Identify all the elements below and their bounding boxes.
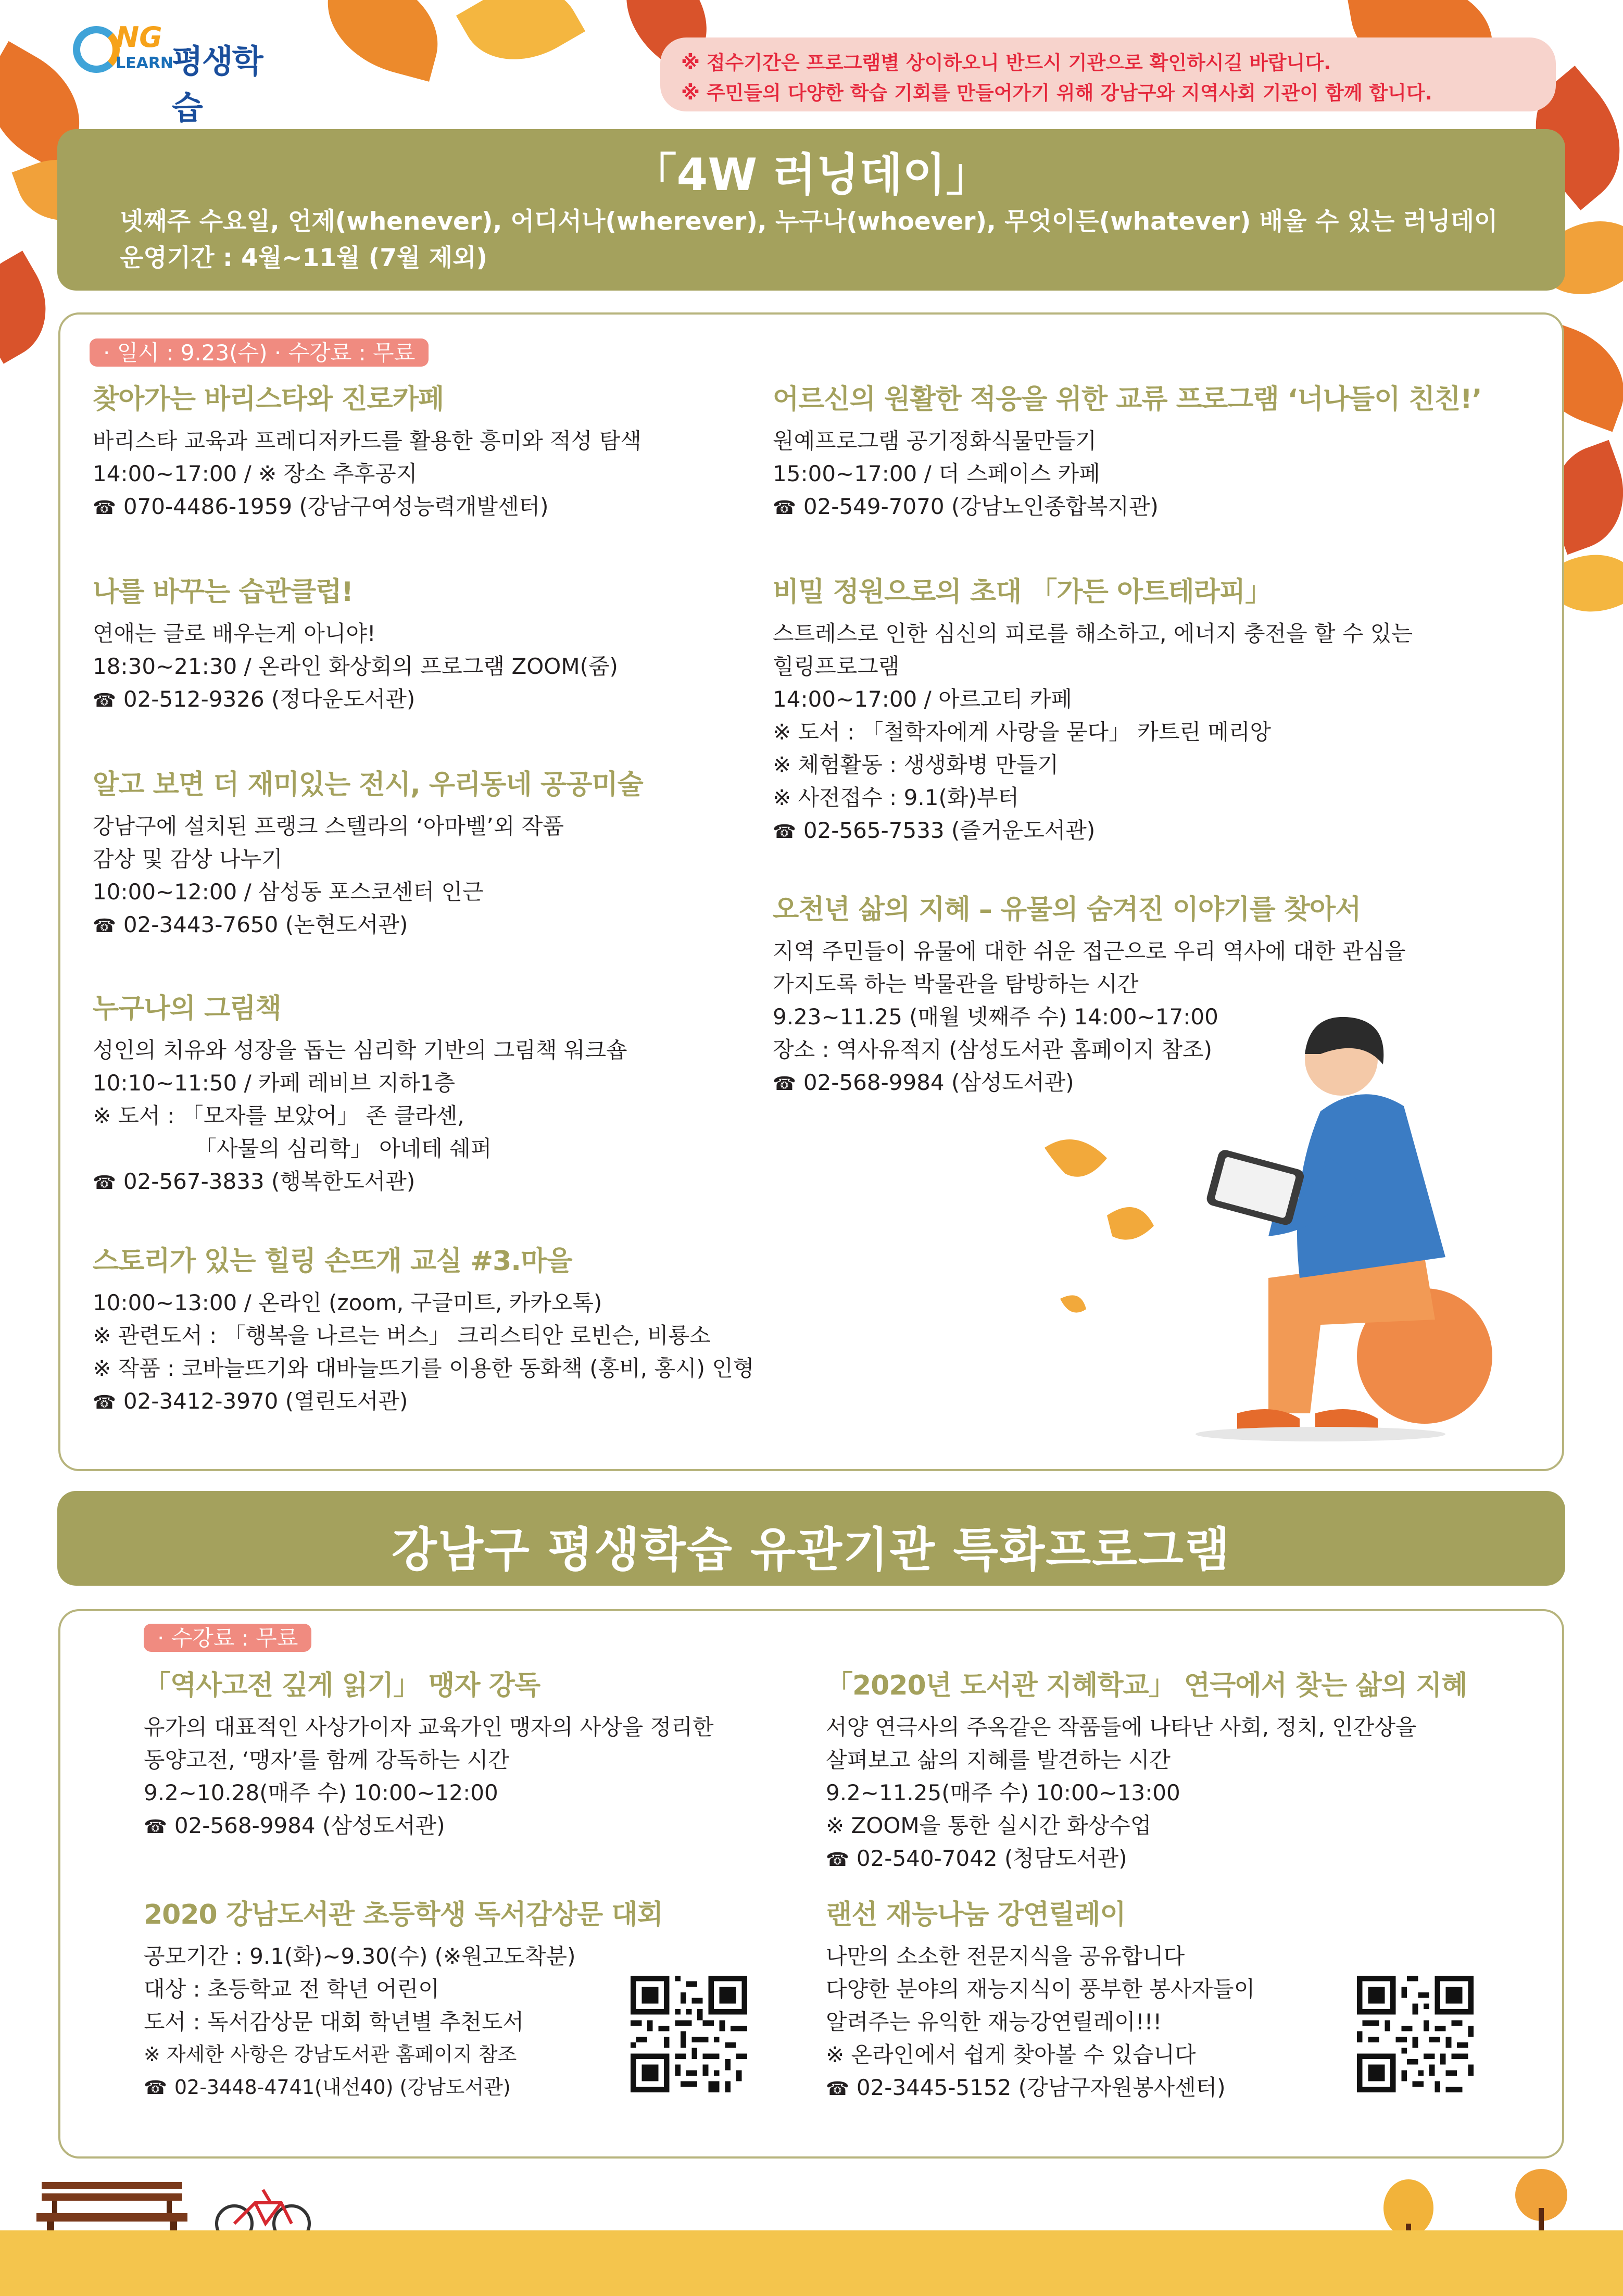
banner-title: 「4W 러닝데이」 [632,149,991,201]
program-item [93,1239,754,1419]
program-line: 14:00~17:00 / 아르고티 카페 [773,686,1072,712]
program-line: 알려주는 유익한 재능강연릴레이!!! [826,2009,1162,2035]
program-line: 스트레스로 인한 심신의 피로를 해소하고, 에너지 충전을 할 수 있는 [773,621,1413,646]
fee-pill: · 수강료 : 무료 [144,1624,311,1652]
program-line: 성인의 치유와 성장을 돕는 심리학 기반의 그림책 워크숍 [93,1037,627,1063]
learning-day-programs [58,312,1564,1471]
program-title: 랜선 재능나눔 강연릴레이 [826,1899,1126,1930]
program-line: 다양한 분야의 재능지식이 풍부한 봉사자들이 [826,1976,1255,2002]
program-title: 「역사고전 깊게 읽기」 맹자 강독 [144,1670,540,1701]
banner-title: 강남구 평생학습 유관기관 특화프로그램 [392,1523,1231,1577]
program-title: 찾아가는 바리스타와 진로카페 [93,384,444,415]
program-title: 알고 보면 더 재미있는 전시, 우리동네 공공미술 [93,769,643,800]
program-item [93,570,618,717]
notice-line: ※ 주민들의 다양한 학습 기회를 만들어가기 위해 강남구와 지역사회 기관이 함께 합니다. [681,82,1432,104]
program-note: ※ 자세한 사항은 강남도서관 홈페이지 참조 [144,2043,517,2066]
program-item [93,762,643,943]
program-line: ※ 작품 : 코바늘뜨기와 대바늘뜨기를 이용한 동화책 (홍비, 홍시) 인형 [93,1356,754,1381]
ginkgo-leaf-icon [1060,1295,1086,1312]
phone-icon: ☎ 02-565-7533 (즐거운도서관) [773,814,1413,848]
program-line: ※ 도서 : 「모자를 보았어」 존 클라센, [93,1103,464,1128]
program-line: 9.2~10.28(매주 수) 10:00~12:00 [144,1780,498,1805]
program-line: 힐링프로그램 [773,654,900,679]
program-item [144,1892,663,2104]
program-line: 공모기간 : 9.1(화)~9.30(수) (※원고도착분) [144,1943,576,1969]
phone-icon: ☎ 02-512-9326 (정다운도서관) [93,683,618,717]
program-line: 원예프로그램 공기정화식물만들기 [773,428,1097,454]
leaf-icon [0,250,67,363]
program-item [826,1663,1467,1876]
notice-line: ※ 접수기간은 프로그램별 상이하오니 반드시 기관으로 확인하시길 바랍니다. [681,52,1331,74]
phone-icon: ☎ 02-3412-3970 (열린도서관) [93,1385,754,1419]
footer-strip [0,2230,1623,2296]
program-title: 2020 강남도서관 초등학생 독서감상문 대회 [144,1899,663,1930]
program-item [773,377,1482,524]
program-line: ※ 온라인에서 쉽게 찾아볼 수 있습니다 [826,2042,1196,2067]
program-line: 도서 : 독서감상문 대회 학년별 추천도서 [144,2009,524,2035]
program-title: 「2020년 도서관 지혜학교」 연극에서 찾는 삶의 지혜 [826,1670,1467,1701]
learning-day-banner [57,129,1565,291]
logo-number: NG [116,21,162,54]
leaf-icon [313,0,452,82]
program-line: 살펴보고 삶의 지혜를 발견하는 시간 [826,1747,1171,1773]
phone-icon: ☎ 02-3445-5152 (강남구자원봉사센터) [826,2071,1255,2105]
program-line: ※ ZOOM을 통한 실시간 화상수업 [826,1813,1152,1838]
program-title: 비밀 정원으로의 초대 「가든 아트테라피」 [773,576,1272,608]
program-line: 10:00~13:00 / 온라인 (zoom, 구글미트, 카카오톡) [93,1290,602,1315]
program-line: 나만의 소소한 전문지식을 공유합니다 [826,1943,1185,1969]
qr-code-icon[interactable] [631,1976,747,2092]
phone-icon: ☎ 02-549-7070 (강남노인종합복지관) [773,490,1482,524]
notice-box [660,37,1556,111]
logo-ring-icon [73,26,120,73]
program-line: 15:00~17:00 / 더 스페이스 카페 [773,461,1100,486]
program-line: 감상 및 감상 나누기 [93,846,283,872]
program-line: ※ 관련도서 : 「행복을 나르는 버스」 크리스티안 로빈슨, 비룡소 [93,1323,711,1348]
program-line: 동양고전, ‘맹자’를 함께 강독하는 시간 [144,1747,510,1773]
phone-icon: ☎ 070-4486-1959 (강남구여성능력개발센터) [93,490,641,524]
program-line: 「사물의 심리학」 아네테 쉐퍼 [195,1136,492,1161]
phone-icon: ☎ 02-3448-4741(내선40) (강남도서관) [144,2071,663,2104]
program-line: 장소 : 역사유적지 (삼성도서관 홈페이지 참조) [773,1037,1212,1062]
program-line: 연애는 글로 배우는게 아니야! [93,621,376,646]
program-line: 가지도록 하는 박물관을 탐방하는 시간 [773,971,1139,997]
program-item [93,986,627,1199]
program-line: 18:30~21:30 / 온라인 화상회의 프로그램 ZOOM(줌) [93,654,618,679]
special-programs-banner [57,1491,1565,1586]
program-line: ※ 도서 : 「철학자에게 사랑을 묻다」 카트린 메리앙 [773,719,1272,745]
program-item [773,570,1413,848]
ginkgo-leaf-icon [1107,1207,1154,1240]
program-line: 10:00~12:00 / 삼성동 포스코센터 인근 [93,879,484,905]
program-title: 어르신의 원활한 적응을 위한 교류 프로그램 ‘너나들이 친친!’ [773,384,1482,415]
program-line: 서양 연극사의 주옥같은 작품들에 나타난 사회, 정치, 인간상을 [826,1714,1417,1740]
ginkgo-leaf-icon [1045,1139,1107,1177]
program-title: 오천년 삶의 지혜 – 유물의 숨겨진 이야기를 찾아서 [773,894,1361,925]
program-line: 대상 : 초등학교 전 학년 어린이 [144,1976,439,2002]
program-title: 누구나의 그림책 [93,993,281,1024]
logo-learn: LEARN [116,54,174,72]
program-line: 강남구에 설치된 프랭크 스텔라의 ‘아마벨’외 작품 [93,813,564,839]
phone-icon: ☎ 02-540-7042 (청담도서관) [826,1842,1467,1876]
program-line: ※ 체험활동 : 생생화병 만들기 [773,752,1059,777]
phone-icon: ☎ 02-568-9984 (삼성도서관) [144,1809,713,1843]
special-programs [58,1609,1564,2159]
program-title: 스토리가 있는 힐링 손뜨개 교실 #3.마을 [93,1246,572,1277]
program-item [826,1892,1255,2105]
logo-name: 평생학습 [172,42,262,127]
banner-description: 넷째주 수요일, 언제(whenever), 어디서나(wherever), 누구나(whoever), 무엇이든(whatever) 배울 수 있는 러닝데이 [120,207,1498,236]
logo [73,21,292,127]
program-title: 나를 바꾸는 습관클럽! [93,576,354,608]
phone-icon: ☎ 02-3443-7650 (논현도서관) [93,908,643,943]
program-line: 유가의 대표적인 사상가이자 교육가인 맹자의 사상을 정리한 [144,1714,714,1740]
program-line: 9.23~11.25 (매월 넷째주 수) 14:00~17:00 [773,1004,1218,1030]
date-fee-pill: · 일시 : 9.23(수) · 수강료 : 무료 [90,338,429,367]
program-line: ※ 사전접수 : 9.1(화)부터 [773,785,1019,810]
program-item [93,377,641,524]
program-item [144,1663,713,1843]
qr-code-icon[interactable] [1357,1976,1474,2092]
leaf-icon [456,0,585,83]
program-line: 14:00~17:00 / ※ 장소 추후공지 [93,461,418,486]
program-line: 9.2~11.25(매주 수) 10:00~13:00 [826,1780,1180,1805]
banner-period: 운영기간 : 4월~11월 (7월 제외) [120,244,488,272]
program-line: 바리스타 교육과 프레디저카드를 활용한 흥미와 적성 탐색 [93,428,641,454]
program-line: 지역 주민들이 유물에 대한 쉬운 접근으로 우리 역사에 대한 관심을 [773,938,1406,964]
phone-icon: ☎ 02-567-3833 (행복한도서관) [93,1165,627,1199]
program-line: 10:10~11:50 / 카페 레비브 지하1층 [93,1070,456,1096]
phone-icon: ☎ 02-568-9984 (삼성도서관) [773,1066,1406,1100]
person-reading-illustration [1029,986,1550,1445]
